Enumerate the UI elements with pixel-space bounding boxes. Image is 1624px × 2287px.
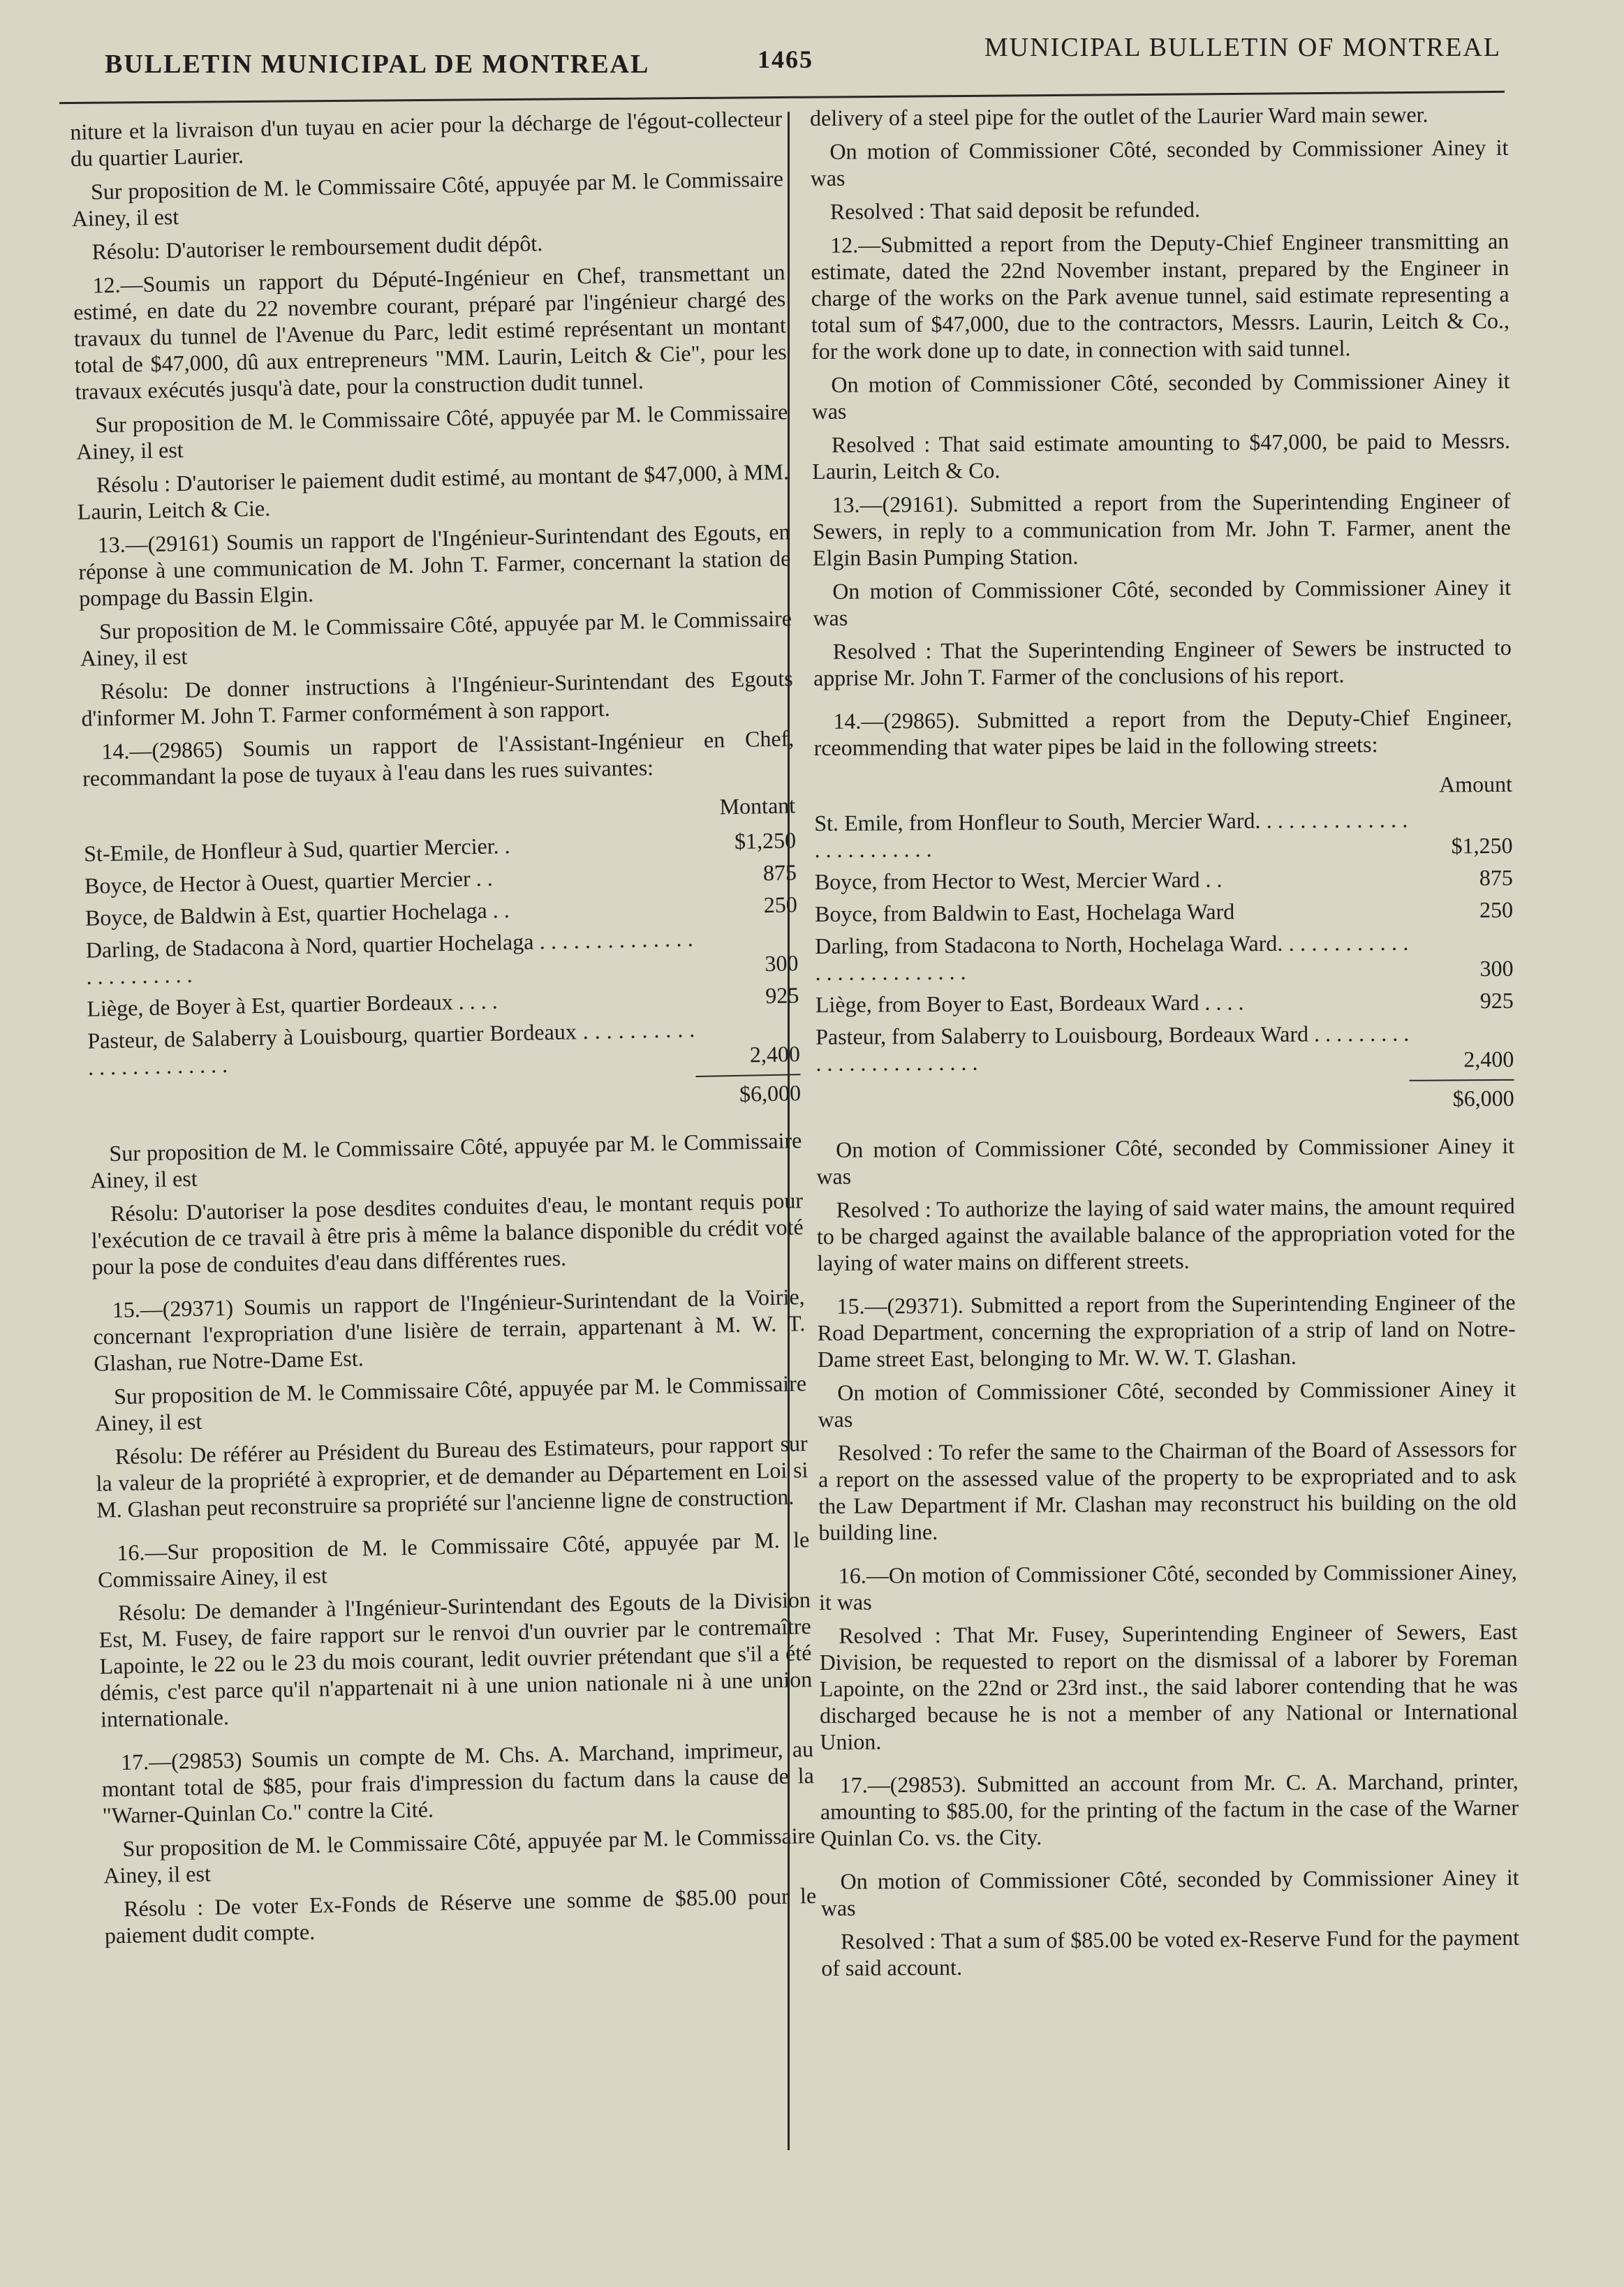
table-total: $6,000 <box>1452 1085 1514 1111</box>
water-pipes-table <box>814 803 1514 1079</box>
paragraph: Résolu: De donner instructions à l'Ingénieur-Surintendant des Egouts d'informer M. John T. Farmer conformément à son rapport. <box>81 665 793 731</box>
paragraph: On motion of Commissioner Côté, seconded by Commissioner Ainey it was <box>816 1132 1515 1189</box>
paragraph: Sur proposition de M. le Commissaire Côté, appuyée par M. le Commissaire Ainey, il est <box>89 1127 802 1193</box>
paragraph: 12.—Submitted a report from the Deputy-Chief Engineer transmitting an estimate, dated the 22nd November instant, prepared by the Engineer in charge of the works on the Park avenue tunnel, said estimate representing a total sum of $47,000, due to the contractors, Messrs. Laurin, Leitch & Co., for the work done up to date, in connection with said tunnel. <box>811 228 1510 364</box>
amount-column-header: Montant <box>719 792 796 820</box>
header-title-english: MUNICIPAL BULLETIN OF MONTREAL <box>984 33 1501 62</box>
street-cell: Boyce, from Baldwin to East, Hochelaga Ward <box>814 898 1235 926</box>
paragraph: 17.—(29853). Submitted an account from Mr. C. A. Marchand, printer, amounting to $85.00, for the printing of the factum in the case of the Warner Quinlan Co. vs. the City. <box>820 1768 1519 1851</box>
amount-cell: 925 <box>1479 987 1514 1014</box>
paragraph: Résolu: D'autoriser la pose desdites conduites d'eau, le montant requis pour l'exécution de ce travail à être pris à même la balance disponible du crédit voté pour la pose de conduites d'eau dans différentes rues. <box>91 1187 804 1280</box>
english-column <box>810 101 1519 1988</box>
street-cell: Boyce, de Baldwin à Est, quartier Hochelaga . . <box>84 897 510 931</box>
paragraph: On motion of Commissioner Côté, seconded by Commissioner Ainey it was <box>818 1375 1516 1432</box>
paragraph: Resolved : To refer the same to the Chairman of the Board of Assessors for a report on the assessed value of the property to be expropriated and to ask the Law Department if Mr. Clashan may reconstruct his building on the old building line. <box>818 1435 1517 1545</box>
street-cell: Darling, from Stadacona to North, Hochelaga Ward. . . . . . . . . . . . . . . . . . . . . . . . . . <box>815 929 1409 985</box>
street-cell: Liège, de Boyer à Est, quartier Bordeaux . . . . <box>87 988 498 1021</box>
paragraph: On motion of Commissioner Côté, seconded by Commissioner Ainey it was <box>813 574 1512 630</box>
french-column <box>70 105 817 1955</box>
paragraph: 15.—(29371) Soumis un rapport de l'Ingénieur-Surintendant de la Voirie, concernant l'expropriation d'une lisière de terrain, appartenant à M. W. T. Glashan, rue Notre-Dame Est. <box>93 1284 806 1376</box>
paragraph: Resolved : That said deposit be refunded. <box>829 196 1200 224</box>
street-cell: Liège, from Boyer to East, Bordeaux Ward . . . . <box>815 989 1244 1017</box>
header-title-french: BULLETIN MUNICIPAL DE MONTREAL <box>105 50 650 79</box>
paragraph: Resolved : To authorize the laying of said water mains, the amount required to be charged against the available balance of the appropriation voted for the laying of water mains on different streets. <box>816 1192 1515 1275</box>
paragraph: delivery of a steel pipe for the outlet of the Laurier Ward main sewer. <box>810 101 1429 131</box>
amount-cell: $1,250 <box>734 827 797 854</box>
total-rule <box>1410 1079 1514 1081</box>
paragraph: niture et la livraison d'un tuyau en acier pour la décharge de l'égout-collecteur du quartier Laurier. <box>70 105 783 171</box>
table-row <box>814 803 1512 866</box>
water-pipes-table <box>84 824 801 1083</box>
page-number: 1465 <box>758 45 813 73</box>
paragraph: Resolved : That the Superintending Engineer of Sewers be instructed to apprise Mr. John T. Farmer of the conclusions of his report. <box>813 634 1512 690</box>
table-row <box>815 984 1514 1021</box>
paragraph: 14.—(29865) Soumis un rapport de l'Assistant-Ingénieur en Chef, recommandant la pose de tuyaux à l'eau dans les rues suivantes: <box>82 725 795 791</box>
amount-cell: 2,400 <box>1463 1046 1514 1072</box>
paragraph: Résolu : De voter Ex-Fonds de Réserve une somme de $85.00 pour le paiement dudit compte. <box>104 1882 817 1948</box>
paragraph: Résolu: De référer au Président du Bureau des Estimateurs, pour rapport sur la valeur de la propriété à exproprier, et de demander au Département en Loi si M. Glashan peut reconstruire sa propriété sur l'ancienne ligne de construction. <box>96 1430 809 1523</box>
amount-cell: 925 <box>765 982 799 1009</box>
amount-column-header: Amount <box>1438 771 1513 797</box>
table-row <box>815 894 1513 930</box>
amount-cell: $1,250 <box>1451 832 1513 859</box>
paragraph: Résolu: De demander à l'Ingénieur-Surintendant des Egouts de la Division Est, M. Fusey, de faire rapport sur le renvoi d'un ouvrier par le contremaître Lapointe, le 22 ou le 23 du mois courant, ledit ouvrier prétendant que s'il a été démis, c'est parce qu'il n'appartenait ni à une union nationale ni à une union internationale. <box>98 1587 813 1732</box>
paragraph: Sur proposition de M. le Commissaire Côté, appuyée par M. le Commissaire Ainey, il est <box>80 605 792 671</box>
paragraph: Resolved : That Mr. Fusey, Superintending Engineer of Sewers, East Division, be requested to report on the dismissal of a laborer by Foreman Lapointe, on the 22nd or 23rd inst., the said laborer contending that he was discharged because he is not a member of any National or International Union. <box>819 1618 1519 1754</box>
table-total: $6,000 <box>739 1080 802 1107</box>
paragraph: Sur proposition de M. le Commissaire Côté, appuyée par M. le Commissaire Ainey, il est <box>75 399 788 464</box>
paragraph: 14.—(29865). Submitted a report from the Deputy-Chief Engineer, rceommending that water pipes be laid in the following streets: <box>813 704 1512 760</box>
street-cell: Darling, de Stadacona à Nord, quartier Hochelaga . . . . . . . . . . . . . . . . . . . . . . . . <box>85 926 694 989</box>
amount-cell: 300 <box>765 950 799 977</box>
paragraph: On motion of Commissioner Côté, seconded by Commissioner Ainey it was <box>810 134 1509 191</box>
paragraph: 13.—(29161). Submitted a report from the Superintending Engineer of Sewers, in reply to a communication from Mr. John T. Farmer, anent the Elgin Basin Pumping Station. <box>812 487 1511 570</box>
street-cell: Boyce, de Hector à Ouest, quartier Mercier . . <box>84 865 493 898</box>
amount-cell: 250 <box>763 891 798 918</box>
street-cell: Boyce, from Hector to West, Mercier Ward . . <box>814 866 1223 894</box>
paragraph: 17.—(29853) Soumis un compte de M. Chs. A. Marchand, imprimeur, au montant total de $85, pour frais d'impression du factum dans la cause de la "Warner-Quinlan Co." contre la Cité. <box>101 1735 815 1828</box>
amount-cell: 250 <box>1479 896 1514 923</box>
paragraph: Resolved : That a sum of $85.00 be voted ex-Reserve Fund for the payment of said account. <box>821 1924 1520 1981</box>
paragraph: Sur proposition de M. le Commissaire Côté, appuyée par M. le Commissaire Ainey, il est <box>71 165 784 231</box>
total-rule <box>695 1074 800 1077</box>
paragraph: Resolved : That said estimate amounting to $47,000, be paid to Messrs. Laurin, Leitch & Co. <box>812 427 1511 484</box>
paragraph: 15.—(29371). Submitted a report from the Superintending Engineer of the Road Department, concerning the expropriation of a strip of land on Notre-Dame street East, belonging to Mr. W. W. T. Glashan. <box>817 1289 1516 1372</box>
paragraph: Sur proposition de M. le Commissaire Côté, appuyée par M. le Commissaire Ainey, il est <box>94 1370 807 1436</box>
street-cell: Pasteur, de Salaberry à Louisbourg, quartier Bordeaux . . . . . . . . . . . . . . . . . . . . . . . <box>87 1016 695 1080</box>
table-row <box>815 926 1513 989</box>
paragraph: On motion of Commissioner Côté, seconded by Commissioner Ainey it was <box>820 1864 1519 1920</box>
amount-cell: 300 <box>1479 955 1514 982</box>
amount-cell: 2,400 <box>749 1041 801 1067</box>
paragraph: Sur proposition de M. le Commissaire Côté, appuyée par M. le Commissaire Ainey, il est <box>103 1822 815 1888</box>
table-row <box>815 1016 1514 1079</box>
table-row <box>815 861 1513 898</box>
paragraph: 12.—Soumis un rapport du Député-Ingénieur en Chef, transmettant un estimé, en date du 22 novembre courant, préparé par l'ingénieur chargé des travaux du tunnel de l'Avenue du Parc, ledit estimé représentant un montant total de $47,000, dû aux entrepreneurs "MM. Laurin, Leitch & Cie", pour les travaux exécutés jusqu'à date, pour la construction dudit tunnel. <box>73 259 787 404</box>
page-header <box>98 28 1501 84</box>
street-cell: St-Emile, de Honfleur à Sud, quartier Mercier. . <box>83 833 510 866</box>
paragraph: Résolu: D'autoriser le remboursement dudit dépôt. <box>91 230 543 265</box>
paragraph: Résolu : D'autoriser le paiement dudit estimé, au montant de $47,000, à MM. Laurin, Leitch & Cie. <box>77 459 790 524</box>
amount-cell: 875 <box>762 859 797 886</box>
street-cell: Pasteur, from Salaberry to Louisbourg, Bordeaux Ward . . . . . . . . . . . . . . . . . . . . . . . . <box>815 1020 1410 1076</box>
paragraph: 16.—On motion of Commissioner Côté, seconded by Commissioner Ainey, it was <box>818 1558 1517 1615</box>
street-cell: St. Emile, from Honfleur to South, Mercier Ward. . . . . . . . . . . . . . . . . . . . . . . . . <box>814 806 1408 862</box>
paragraph: On motion of Commissioner Côté, seconded by Commissioner Ainey it was <box>811 367 1510 424</box>
amount-cell: 875 <box>1479 864 1513 891</box>
paragraph: 13.—(29161) Soumis un rapport de l'Ingénieur-Surintendant des Egouts, en réponse à une communication de M. John T. Farmer, concernant la station de pompage du Bassin Elgin. <box>78 519 791 611</box>
paragraph: 16.—Sur proposition de M. le Commissaire Côté, appuyée par M. le Commissaire Ainey, il est <box>97 1527 810 1592</box>
